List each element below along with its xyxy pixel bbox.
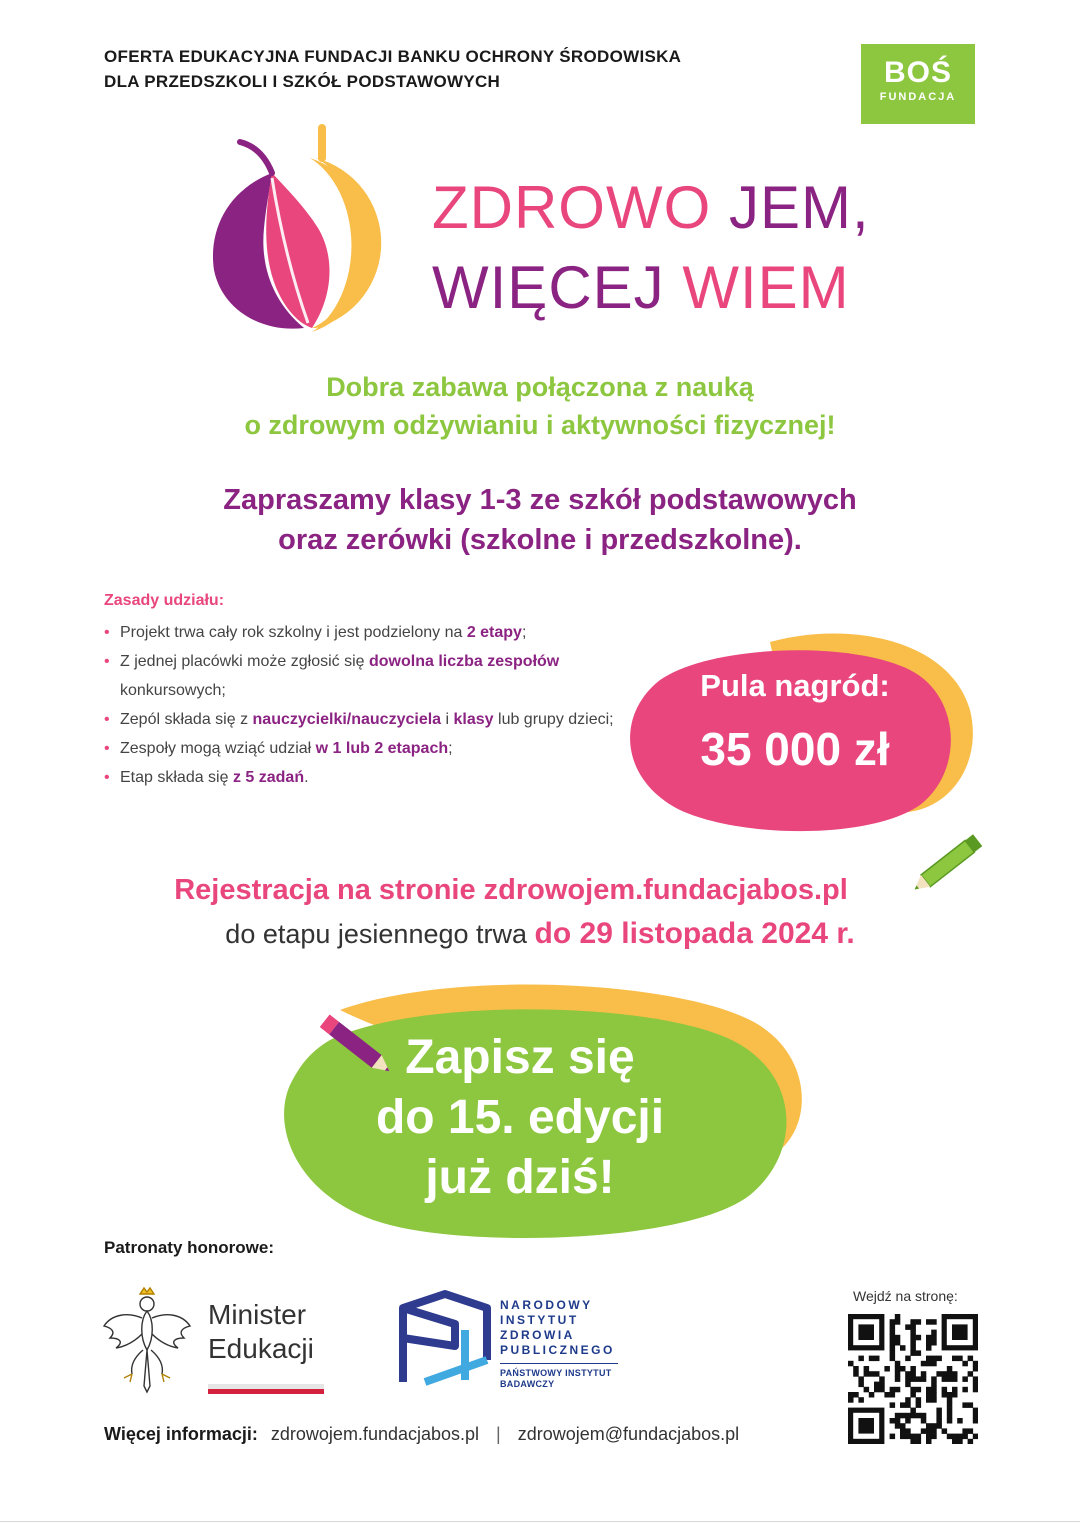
website-link[interactable]: zdrowojem.fundacjabos.pl [270, 1424, 480, 1444]
rule-item: • Projekt trwa cały rok szkolny i jest podzielony na 2 etapy; [104, 618, 644, 647]
bos-fundacja-logo [861, 44, 975, 124]
polish-flag-stripe [208, 1384, 324, 1394]
minister-edukacji [208, 1298, 314, 1366]
rule-item: • Zepól składa się z nauczycielki/nauczyciela i klasy lub grupy dzieci; [104, 705, 644, 734]
cta-line-3: już dziś! [425, 1151, 615, 1204]
tagline-line-2: o zdrowym odżywianiu i aktywności fizycznej! [244, 410, 836, 440]
deadline-prefix: do etapu jesiennego trwa [225, 919, 528, 949]
minister-line-1: Minister [208, 1299, 307, 1330]
page-edge-line [0, 1521, 1080, 1522]
email-link[interactable]: zdrowojem@fundacjabos.pl [517, 1424, 740, 1444]
tagline-line-1: Dobra zabawa połączona z nauką [326, 372, 754, 402]
tagline [0, 368, 1080, 444]
nizp-logo-icon [395, 1290, 495, 1390]
fruit-logo-icon [200, 118, 400, 333]
rule-item: • Zespoły mogą wziąć udział w 1 lub 2 etapach; [104, 734, 644, 763]
cta-line-2: do 15. edycji [375, 1091, 665, 1144]
cta-line-1: Zapisz się [405, 1031, 635, 1084]
rules-title: Zasady udziału: [104, 592, 225, 609]
bos-logo-sub: FUNDACJA [879, 91, 957, 103]
prize-label: Pula nagród: [700, 668, 890, 703]
invitation [0, 480, 1080, 560]
header-text [104, 44, 681, 94]
nizp-name: NARODOWY INSTYTUT ZDROWIA PUBLICZNEGO PAŃSTWOWY INSTYTUT BADAWCZY [500, 1298, 618, 1390]
project-title [432, 168, 870, 328]
rules-list [104, 618, 644, 792]
header-line-1: OFERTA EDUKACYJNA FUNDACJI BANKU OCHRONY ŚRODOWISKA [104, 47, 682, 66]
header-line-2: DLA PRZEDSZKOLI I SZKÓŁ PODSTAWOWYCH [104, 72, 501, 91]
title-word-wiecej: WIĘCEJ [432, 254, 665, 321]
minister-line-2: Edukacji [208, 1333, 314, 1364]
prize-amount: 35 000 zł [700, 723, 890, 775]
cta-signup[interactable] [320, 1028, 720, 1208]
polish-eagle-icon [102, 1286, 192, 1394]
title-word-jem: JEM, [728, 174, 870, 241]
patronage-title: Patronaty honorowe: [104, 1238, 275, 1257]
more-info [104, 1424, 739, 1445]
pencil-icon [906, 826, 990, 902]
footer-separator: | [496, 1424, 501, 1444]
rule-item: • Etap składa się z 5 zadań. [104, 763, 644, 792]
invitation-line-1: Zapraszamy klasy 1-3 ze szkół podstawowych [223, 484, 857, 516]
invitation-line-2: oraz zerówki (szkolne i przedszkolne). [278, 524, 802, 556]
title-word-wiem: WIEM [682, 254, 850, 321]
qr-code[interactable] [848, 1314, 978, 1444]
bos-logo-name: BOŚ [883, 56, 952, 89]
participation-rules [104, 592, 644, 792]
title-word-zdrowo: ZDROWO [432, 174, 712, 241]
deadline-date: do 29 listopada 2024 r. [534, 917, 855, 950]
prize-pool [640, 668, 950, 776]
registration-deadline [0, 914, 1080, 954]
rule-item: • Z jednej placówki może zgłosić się dowolna liczba zespołów konkursowych; [104, 647, 644, 705]
registration-line: Rejestracja na stronie zdrowojem.fundacjabos.pl [174, 874, 848, 906]
more-info-label: Więcej informacji: [104, 1424, 258, 1444]
qr-label: Wejdź na stronę: [853, 1288, 958, 1304]
